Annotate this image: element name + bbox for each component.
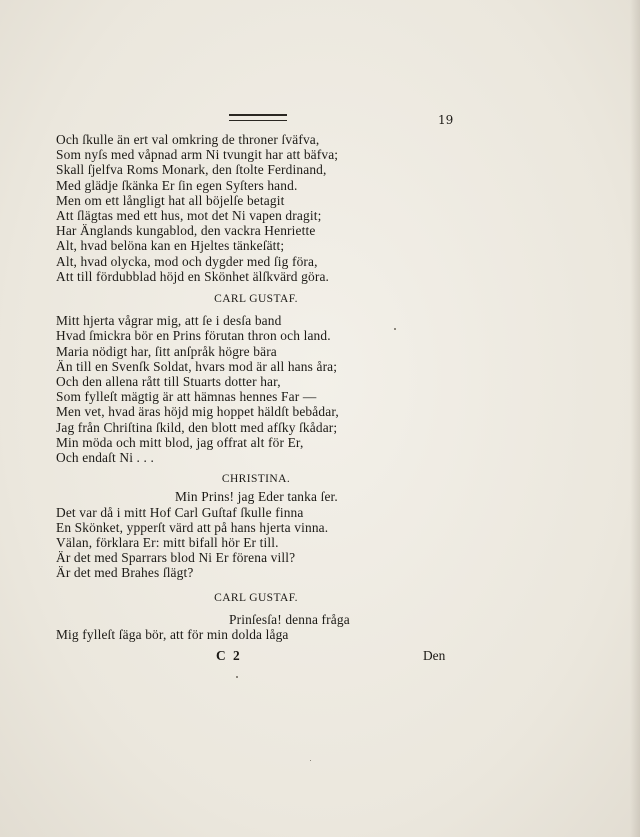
ink-speck [236, 676, 238, 678]
verse-line: Jag från Chriſtina ſkild, den blott med afſky ſkådar; [56, 419, 338, 435]
verse-line: Än till en Svenſk Soldat, hvars mod är all hans åra; [56, 358, 338, 374]
verse-line: Min Prins! jag Eder tanka ſer. [175, 489, 338, 505]
verse-line: Välan, förklara Er: mitt bifall hör Er till. [56, 535, 279, 551]
page-footer [0, 648, 640, 668]
verse-line: Är det med Sparrars blod Ni Er förena vill? [56, 550, 296, 566]
speaker-heading: CHRISTINA. [221, 473, 291, 486]
page-edge-shadow [630, 0, 640, 837]
verse-line: Skall ſjelfva Roms Monark, den ſtolte Ferdinand, [56, 162, 327, 178]
verse-line: Och endaſt Ni . . . [56, 450, 155, 466]
verse-line: Med glädje ſkänka Er ſin egen Syſters hand. [56, 177, 298, 193]
verse-block-4 [56, 627, 456, 642]
verse-line: Mig fylleſt ſäga bör, att för min dolda låga [56, 627, 289, 643]
text-block [56, 132, 456, 642]
verse-line: Min möda och mitt blod, jag offrat alt för Er, [56, 434, 304, 450]
header-rule [229, 114, 287, 121]
verse-line: Och den allena rått till Stuarts dotter har, [56, 374, 281, 390]
signature-mark: C 2 [216, 648, 242, 663]
ink-speck [310, 760, 311, 761]
verse-line: Är det med Brahes ſlägt? [56, 565, 194, 581]
ink-speck [394, 328, 396, 330]
verse-line: Maria nödigt har, ſitt anſpråk högre bära [56, 343, 277, 359]
verse-line: Att ſlägtas med ett hus, mot det Ni vapen dragit; [56, 208, 322, 224]
page-number: 19 [438, 113, 454, 127]
verse-line: Mitt hjerta vågrar mig, att ſe i desſa band [56, 313, 282, 329]
speaker-heading: CARL GUSTAF. [214, 293, 298, 306]
catchword: Den [423, 648, 446, 663]
verse-block-1 [56, 132, 456, 284]
speaker-heading: CARL GUSTAF. [214, 591, 298, 604]
verse-line: Men om ett långligt hat all böjelſe betagit [56, 192, 285, 208]
verse-line: En Skönket, ypperſt värd att på hans hjerta vinna. [56, 519, 329, 535]
verse-line: Alt, hvad belöna kan en Hjeltes tänkeſätt; [56, 238, 285, 254]
verse-line: Att till fördubblad höjd en Skönhet älſkvärd göra. [56, 268, 330, 284]
verse-block-3 [56, 505, 456, 581]
verse-line: Alt, hvad olycka, mod och dygder med ſig föra, [56, 253, 318, 269]
verse-line: Som fylleſt mägtig är att hämnas hennes Far — [56, 389, 317, 405]
verse-line: Hvad ſmickra bör en Prins förutan thron och land. [56, 328, 331, 344]
verse-block-2 [56, 313, 456, 465]
verse-line: Men vet, hvad äras höjd mig hoppet häldſt bebådar, [56, 404, 339, 420]
verse-line: Prinſesſa! denna fråga [229, 611, 350, 627]
verse-line: Har Änglands kungablod, den vackra Henriette [56, 223, 316, 239]
verse-line: Det var då i mitt Hof Carl Guſtaf ſkulle finna [56, 504, 304, 520]
verse-line: Och ſkulle än ert val omkring de throner ſväfva, [56, 132, 320, 147]
verse-line: Som nyſs med våpnad arm Ni tvungit har att bäfva; [56, 147, 339, 163]
